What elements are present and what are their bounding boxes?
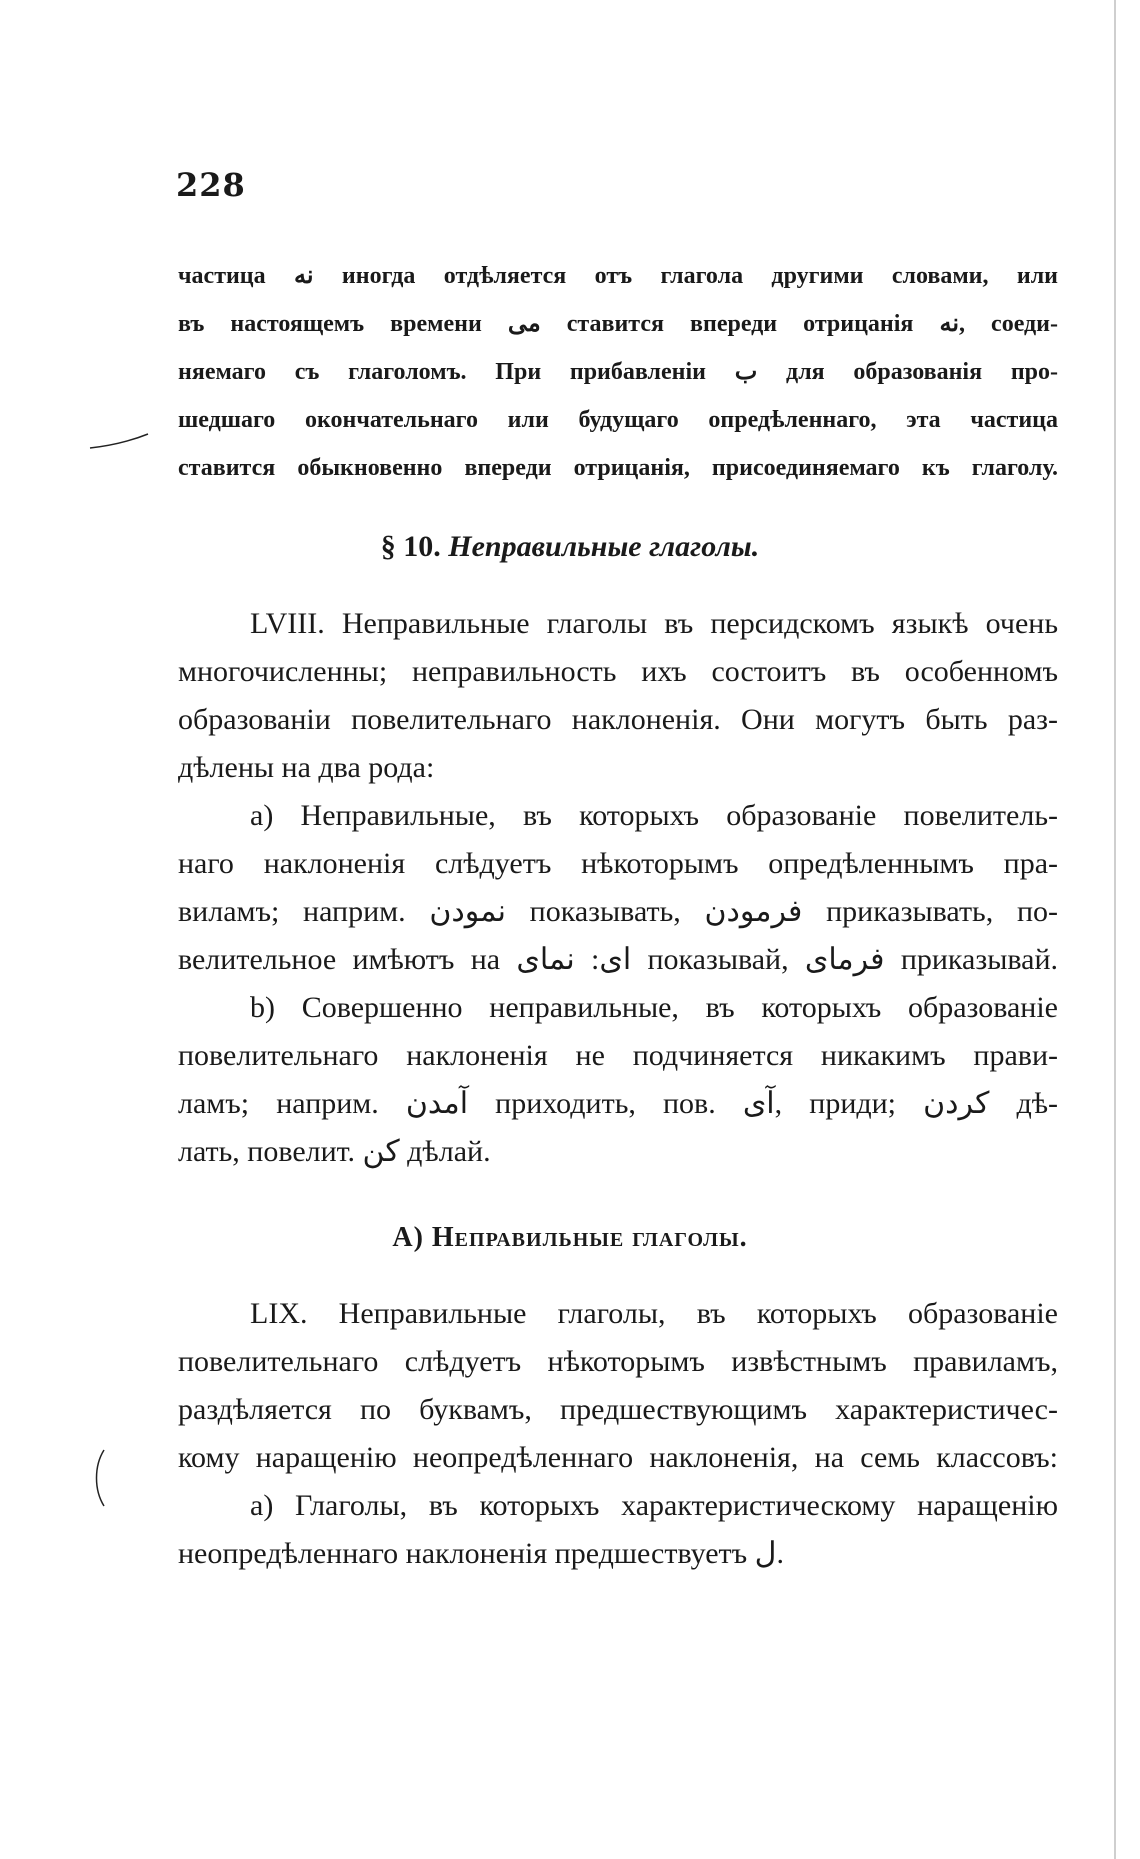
text-line: многочисленны; неправильность ихъ состоитъ въ особенномъ — [178, 655, 1058, 688]
text-line: велительное имѣютъ на اى: نماى показывай, فرماى приказывай. — [178, 943, 1058, 976]
text-line: шедшаго окончательнаго или будущаго опредѣленнаго, эта частица — [178, 407, 1058, 433]
text-line: лать, повелит. كن дѣлай. — [178, 1135, 491, 1168]
paragraph-LIX — [178, 1290, 1058, 1482]
page-edge — [1114, 0, 1116, 1859]
text-line: ставится обыкновенно впереди отрицанія, присоединяемаго къ глаголу. — [178, 455, 1058, 481]
intro-paragraph — [178, 252, 1058, 492]
text-line: повелительнаго слѣдуетъ нѣкоторымъ извѣстнымъ правиламъ, — [178, 1345, 1058, 1378]
text-line: наго наклоненія слѣдуетъ нѣкоторымъ опредѣленнымъ пра- — [178, 847, 1058, 880]
paragraph-a2 — [178, 1482, 1058, 1578]
text-line: образованіи повелительнаго наклоненія. Они могутъ быть раз- — [178, 703, 1058, 736]
text-line: ламъ; наприм. آمدن приходить, пов. آى, приди; كردن дѣ- — [178, 1087, 1058, 1120]
text-line: частица نه иногда отдѣляется отъ глагола другими словами, или — [178, 263, 1058, 289]
text-line: a) Неправильные, въ которыхъ образованіе повелитель- — [250, 799, 1058, 832]
text-line: a) Глаголы, въ которыхъ характеристическому наращенію — [250, 1489, 1058, 1522]
paragraph-b — [178, 984, 1058, 1176]
text-line: раздѣляется по буквамъ, предшествующимъ характеристичес- — [178, 1393, 1058, 1426]
section-number: § 10. — [380, 530, 441, 563]
text-line: LVIII. Неправильные глаголы въ персидскомъ языкѣ очень — [250, 607, 1058, 640]
text-line: кому наращенію неопредѣленнаго наклоненія, на семь классовъ: — [178, 1441, 1058, 1474]
text-line: виламъ; наприм. نمودن показывать, فرمودن приказывать, по- — [178, 895, 1058, 928]
text-line: няемаго съ глаголомъ. При прибавленіи ب для образованія про- — [178, 359, 1058, 385]
page-number: 228 — [176, 166, 246, 204]
text-line: повелительнаго наклоненія не подчиняется никакимъ прави- — [178, 1039, 1058, 1072]
paragraph-a — [178, 792, 1058, 984]
subheading: А) Неправильные глаголы. — [392, 1222, 748, 1253]
text-line: дѣлены на два рода: — [178, 751, 435, 784]
section-title: Неправильные глаголы. — [448, 530, 760, 563]
section-heading — [0, 530, 1140, 564]
text-line: неопредѣленнаго наклоненія предшествуетъ ل. — [178, 1537, 784, 1570]
text-line: въ настоящемъ времени مى ставится впереди отрицанія نه, соеди- — [178, 311, 1058, 337]
paragraph-LVIII — [178, 600, 1058, 792]
margin-pen-mark — [88, 432, 150, 452]
text-line: LIX. Неправильные глаголы, въ которыхъ образованіе — [250, 1297, 1058, 1330]
margin-bracket-mark — [88, 1448, 108, 1508]
text-line: b) Совершенно неправильные, въ которыхъ образованіе — [250, 991, 1058, 1024]
